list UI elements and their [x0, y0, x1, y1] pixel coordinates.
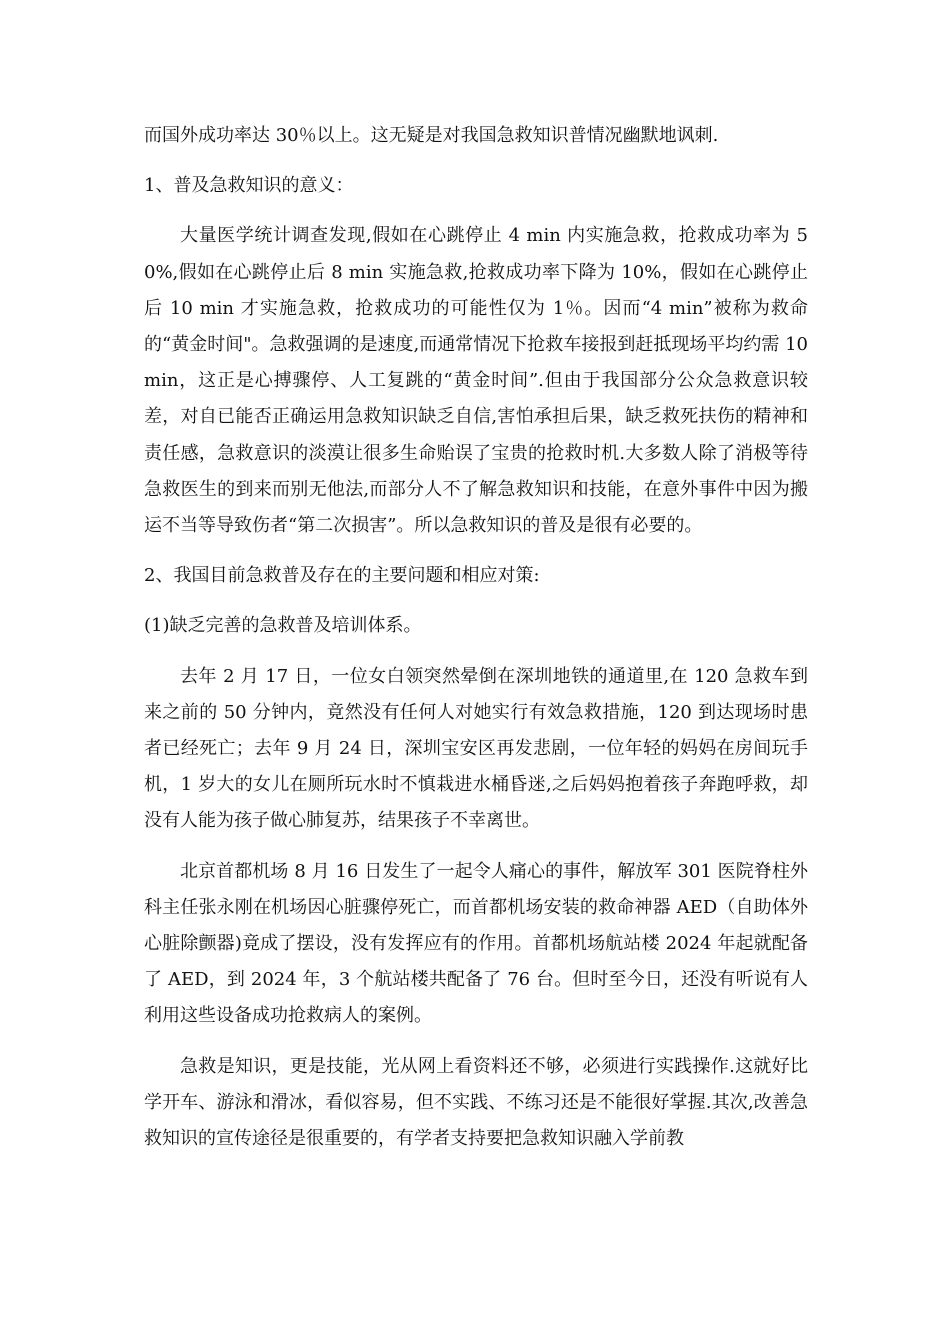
- subheading-training-system: (1)缺乏完善的急救普及培训体系。: [144, 615, 422, 637]
- heading-significance: 1、普及急救知识的意义：: [144, 175, 354, 197]
- paragraph-airport-aed: 北京首都机场 8 月 16 日发生了一起令人痛心的事件，解放军 301 医院脊柱外科主任张永刚在机场因心脏骤停死亡，而首都机场安装的救命神器 AED（自助体外心脏除颤器)竟成了摆设，没有发挥应有的作用。首都机场航站楼 2024 年起就配备了 AED，到 2024 年，3 个航站楼共配备了 76 台。但时至今日，还没有听说有人利用这些设备成功抢救病人的案例。: [144, 860, 808, 1027]
- paragraph-shenzhen-cases: 去年 2 月 17 日，一位女白领突然晕倒在深圳地铁的通道里,在 120 急救车到来之前的 50 分钟内，竟然没有任何人对她实行有效急救措施，120 到达现场时患者已经死亡；去年 9 月 24 日，深圳宝安区再发悲剧，一位年轻的妈妈在房间玩手机，1 岁大的女儿在厕所玩水时不慎栽进水桶昏迷,之后妈妈抱着孩子奔跑呼救，却没有人能为孩子做心肺复苏，结果孩子不幸离世。: [144, 665, 808, 832]
- document-page: [144, 118, 808, 1157]
- heading-problems-and-measures: 2、我国目前急救普及存在的主要问题和相应对策:: [144, 565, 540, 587]
- paragraph-golden-time: 大量医学统计调查发现,假如在心跳停止 4 min 内实施急救，抢救成功率为 50%,假如在心跳停止后 8 min 实施急救,抢救成功率下降为 10%，假如在心跳停止后 10 min 才实施急救，抢救成功的可能性仅为 1％。因而“4 min”被称为救命的“黄金时间"。急救强调的是速度,而通常情况下抢救车接报到赶抵现场平均约需 10min，这正是心搏骤停、人工复跳的“黄金时间”.但由于我国部分公众急救意识较差，对自已能否正确运用急救知识缺乏自信,害怕承担后果，缺乏救死扶伤的精神和责任感，急救意识的淡漠让很多生命贻误了宝贵的抢救时机.大多数人除了消极等待急救医生的到来而别无他法,而部分人不了解急救知识和技能，在意外事件中因为搬运不当等导致伤者“第二次损害”。所以急救知识的普及是很有必要的。: [144, 225, 808, 537]
- paragraph-foreign-success-rate: 而国外成功率达 30％以上。这无疑是对我国急救知识普情况幽默地讽刺.: [144, 125, 719, 146]
- paragraph-skill-practice: 急救是知识，更是技能，光从网上看资料还不够，必须进行实践操作.这就好比学开车、游泳和滑冰，看似容易，但不实践、不练习还是不能很好掌握.其次,改善急救知识的宣传途径是很重要的，有学者支持要把急救知识融入学前教: [144, 1055, 808, 1150]
